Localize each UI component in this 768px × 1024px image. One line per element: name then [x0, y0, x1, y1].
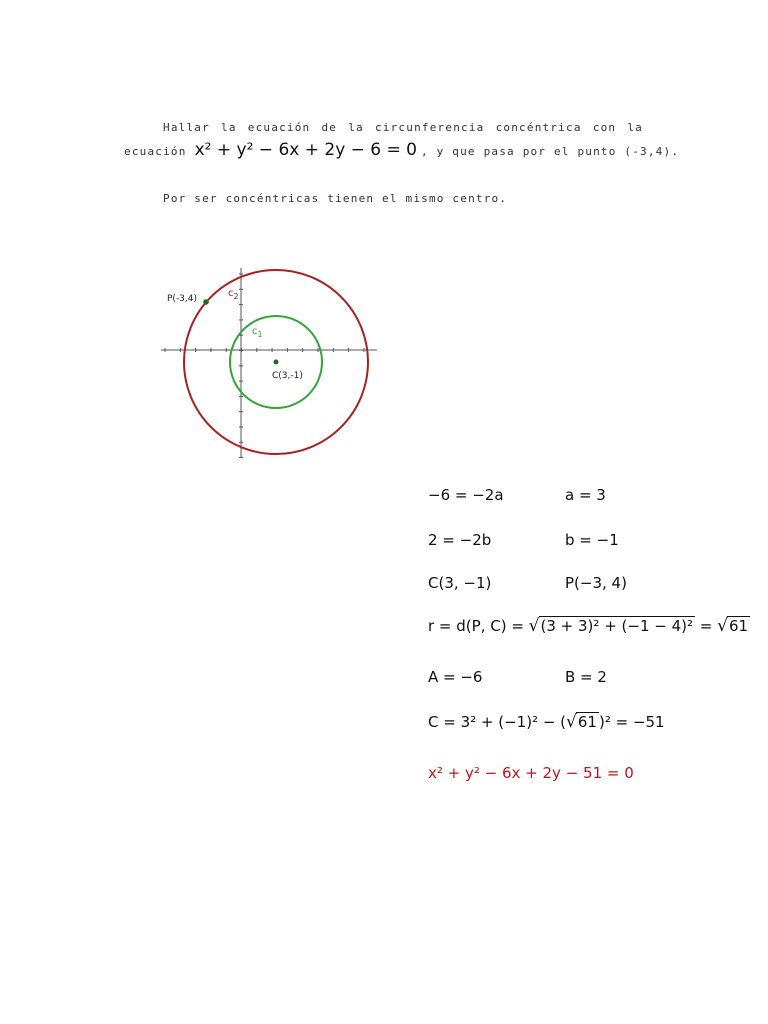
point-p-label: P(-3,4): [167, 294, 198, 304]
given-equation: x² + y² − 6x + 2y − 6 = 0: [194, 140, 417, 160]
problem-word: la: [348, 121, 364, 134]
radius-formula: r = d(P, C) = √(3 + 3)² + (−1 − 4)² = √61: [428, 616, 749, 636]
coef-c: C = 3² + (−1)² − (√61 )² = −51: [428, 712, 665, 732]
coef-c-rhs: )² = −51: [598, 713, 665, 731]
c2-label: $c_2$: [228, 288, 239, 301]
problem-word: la: [627, 121, 643, 134]
coef-c-lhs: C = 3² + (−1)² − (: [428, 713, 567, 731]
concentric-note: Por ser concéntricas tienen el mismo centro.: [163, 192, 508, 205]
final-equation: x² + y² − 6x + 2y − 51 = 0: [428, 764, 634, 782]
problem-word: de: [321, 121, 338, 134]
problem-statement-line1: [163, 121, 643, 134]
point-p: [203, 299, 209, 305]
solve-a-eq: −6 = −2a: [428, 486, 504, 504]
center-label: C(3,-1): [272, 371, 303, 381]
a-value: a = 3: [565, 486, 606, 504]
problem-word: la: [221, 121, 237, 134]
radius-radicand: (3 + 3)² + (−1 − 4)²: [540, 617, 694, 635]
coef-b: B = 2: [565, 668, 607, 686]
problem-statement-line2: [124, 140, 679, 160]
problem-word: ecuación: [247, 121, 311, 134]
center-coords: C(3, −1): [428, 574, 492, 592]
radius-result: 61: [729, 617, 749, 635]
b-value: b = −1: [565, 531, 619, 549]
circles-graph: [155, 262, 385, 462]
problem-word: con: [592, 121, 617, 134]
solve-b-eq: 2 = −2b: [428, 531, 492, 549]
radius-equals: =: [699, 617, 713, 635]
c1-label: $c_1$: [252, 326, 263, 339]
coef-c-root: 61: [577, 713, 597, 731]
problem-prefix: ecuación: [124, 145, 187, 158]
center-point: [274, 360, 279, 365]
problem-word: concéntrica: [495, 121, 582, 134]
radius-lhs: r = d(P, C) =: [428, 617, 524, 635]
problem-word: Hallar: [163, 121, 210, 134]
problem-word: circunferencia: [374, 121, 485, 134]
coef-a: A = −6: [428, 668, 483, 686]
problem-suffix: , y que pasa por el punto (-3,4).: [421, 145, 680, 158]
point-coords: P(−3, 4): [565, 574, 627, 592]
